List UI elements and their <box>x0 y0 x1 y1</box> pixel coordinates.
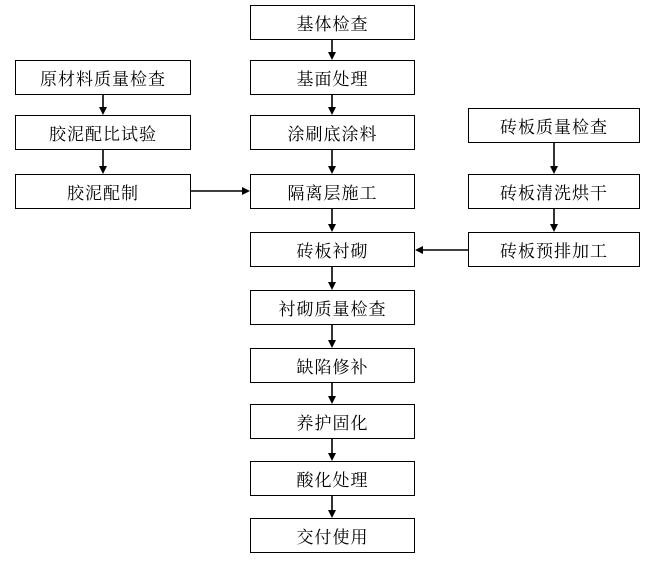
node-main-6: 衬砌质量检查 <box>250 290 415 325</box>
node-main-4: 隔离层施工 <box>250 174 415 209</box>
node-left-3: 胶泥配制 <box>15 174 191 209</box>
node-right-3: 砖板预排加工 <box>468 232 640 267</box>
node-left-1: 原材料质量检查 <box>15 60 191 95</box>
arrow-main-9-to-10 <box>325 496 339 518</box>
node-main-5: 砖板衬砌 <box>250 232 415 267</box>
arrow-main-1-to-2 <box>325 40 339 60</box>
arrow-left-1-to-2 <box>96 95 110 115</box>
arrow-right-2-to-3 <box>547 209 561 232</box>
node-main-8: 养护固化 <box>250 404 415 439</box>
arrow-left-3-to-main-4 <box>191 184 250 198</box>
arrow-right-3-to-main-5 <box>415 243 468 257</box>
arrow-main-7-to-8 <box>325 383 339 404</box>
node-main-1: 基体检查 <box>250 5 415 40</box>
arrow-main-3-to-4 <box>325 150 339 174</box>
arrow-right-1-to-2 <box>547 143 561 174</box>
node-main-3: 涂刷底涂料 <box>250 115 415 150</box>
arrow-main-8-to-9 <box>325 439 339 461</box>
arrow-main-6-to-7 <box>325 325 339 348</box>
node-main-2: 基面处理 <box>250 60 415 95</box>
node-main-7: 缺陷修补 <box>250 348 415 383</box>
arrow-left-2-to-3 <box>96 150 110 174</box>
node-right-2: 砖板清洗烘干 <box>468 174 640 209</box>
node-left-2: 胶泥配比试验 <box>15 115 191 150</box>
node-main-10: 交付使用 <box>250 518 415 553</box>
node-main-9: 酸化处理 <box>250 461 415 496</box>
arrow-main-4-to-5 <box>325 209 339 232</box>
arrow-main-5-to-6 <box>325 267 339 290</box>
arrow-main-2-to-3 <box>325 95 339 115</box>
node-right-1: 砖板质量检查 <box>468 108 640 143</box>
